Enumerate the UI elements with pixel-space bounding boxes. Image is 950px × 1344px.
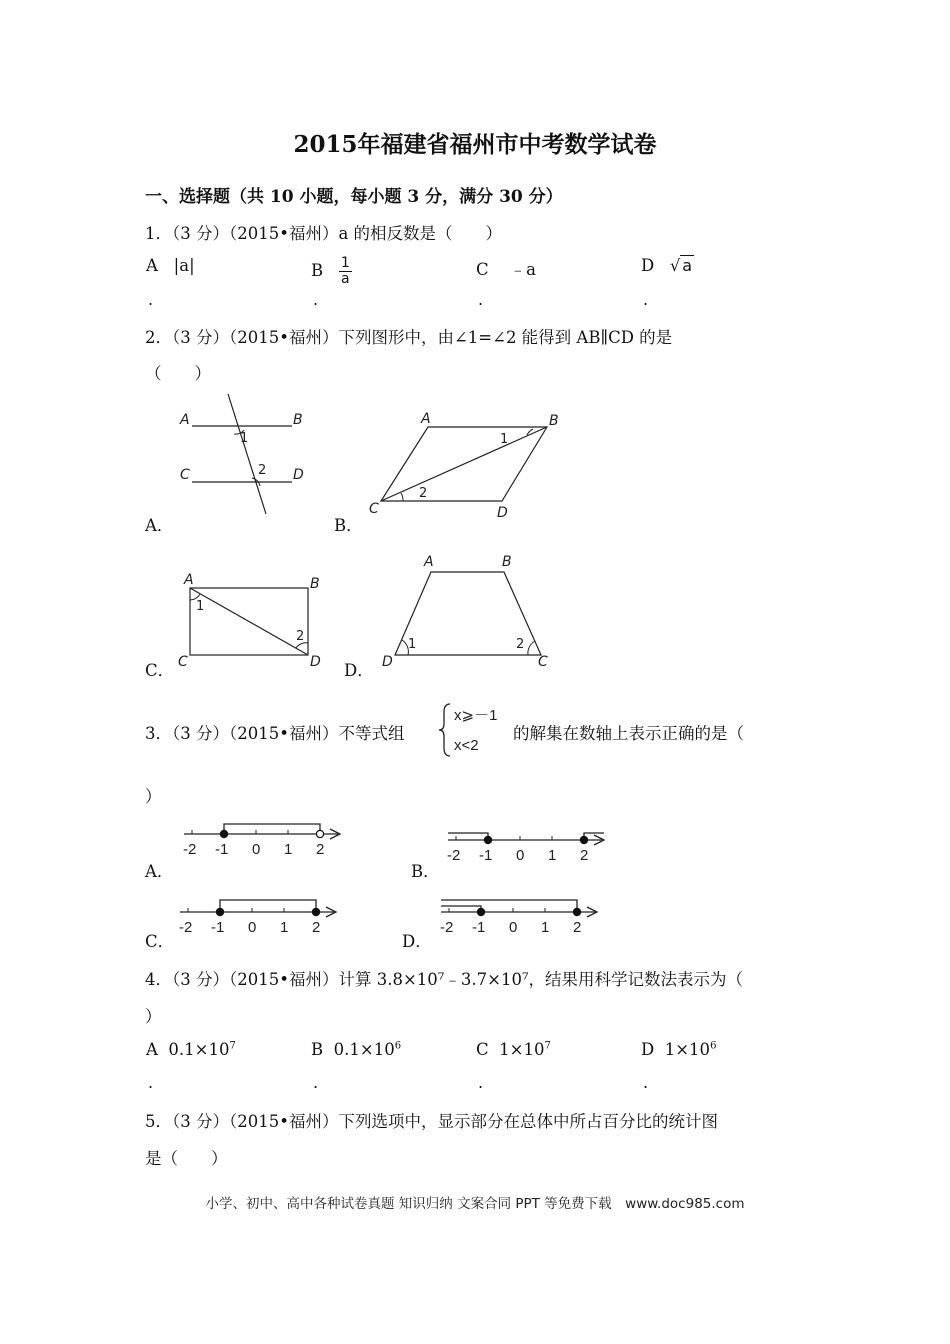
q2a-label-b: B bbox=[293, 412, 303, 428]
q4-b-value: 0.1×10 bbox=[333, 1040, 395, 1059]
q3-option-b: B． bbox=[411, 862, 440, 881]
q1-b-fraction bbox=[339, 256, 352, 287]
q4-option-b bbox=[311, 1040, 401, 1059]
tick-label: 0 bbox=[516, 847, 525, 864]
q1-b-numerator: 1 bbox=[340, 255, 350, 271]
q1-b-key: B bbox=[311, 261, 324, 280]
tick-label: 0 bbox=[509, 919, 518, 936]
q4-a-key: A bbox=[146, 1040, 158, 1059]
tick-label: -1 bbox=[472, 919, 486, 936]
q4-option-d bbox=[641, 1040, 716, 1059]
q1-d-sqrt: √ a bbox=[669, 256, 692, 275]
q1-option-d bbox=[641, 256, 694, 275]
q4-a-value: 0.1×10 bbox=[168, 1040, 230, 1059]
tick-label: -2 bbox=[183, 841, 197, 858]
q2a-label-d: D bbox=[293, 467, 304, 483]
q4-stem-cont: ） bbox=[145, 1007, 162, 1026]
q1-d-dot: . bbox=[643, 290, 649, 309]
q3-sys-line2: x<2 bbox=[454, 737, 479, 754]
q4-a-dot: . bbox=[148, 1073, 154, 1092]
closed-point bbox=[312, 908, 319, 915]
tick-label: 2 bbox=[573, 919, 582, 936]
q4-d-dot: . bbox=[643, 1073, 649, 1092]
tick-label: -2 bbox=[447, 847, 461, 864]
footer-note: 小学、初中、高中各种试卷真题 知识归纳 文案合同 PPT 等免费下载 www.doc985.com bbox=[205, 1196, 745, 1212]
tick-label: 1 bbox=[548, 847, 557, 864]
tick-label: 2 bbox=[580, 847, 589, 864]
q4-d-exponent: 6 bbox=[710, 1040, 717, 1052]
q2d-label-a: A bbox=[424, 554, 434, 570]
open-point bbox=[316, 830, 323, 837]
q1-d-key: D bbox=[641, 256, 655, 275]
q2d-label-d: D bbox=[382, 654, 393, 670]
tick-label: -1 bbox=[211, 919, 225, 936]
page-title: 2015年福建省福州市中考数学试卷 bbox=[293, 131, 657, 158]
q1-c-key: C bbox=[476, 260, 489, 279]
closed-point bbox=[580, 836, 587, 843]
q2-option-b: B． bbox=[334, 516, 363, 535]
q3-option-c: C． bbox=[145, 932, 175, 951]
q4-c-value: 1×10 bbox=[499, 1040, 545, 1059]
q1-option-b bbox=[311, 256, 352, 287]
tick-label: 1 bbox=[284, 841, 293, 858]
q2-figure-a bbox=[170, 390, 320, 520]
q2b-angle-2: 2 bbox=[419, 486, 428, 501]
q2c-label-c: C bbox=[178, 654, 188, 670]
q2c-label-b: B bbox=[310, 576, 320, 592]
q5-stem-cont: 是（ ） bbox=[145, 1149, 228, 1168]
q3-stem-cont: ） bbox=[145, 787, 162, 806]
tick-label: 1 bbox=[541, 919, 550, 936]
q3-option-a: A． bbox=[145, 862, 174, 881]
q1-c-dot: . bbox=[478, 290, 484, 309]
q2c-angle-1: 1 bbox=[196, 599, 205, 614]
q4-option-a bbox=[146, 1040, 236, 1059]
tick-label: 1 bbox=[280, 919, 289, 936]
q4-c-dot: . bbox=[478, 1073, 484, 1092]
solution-bracket bbox=[224, 824, 320, 834]
q2b-angle-1: 1 bbox=[500, 432, 509, 447]
tick-label: 2 bbox=[316, 841, 325, 858]
section-heading: 一、选择题（共 10 小题，每小题 3 分，满分 30 分） bbox=[145, 187, 563, 207]
q3-numberline-b bbox=[444, 826, 614, 868]
q3-numberline-d bbox=[437, 898, 607, 942]
closed-point bbox=[477, 908, 484, 915]
q3-sys-line1: x⩾－1 bbox=[454, 707, 498, 724]
q4-d-key: D bbox=[641, 1040, 655, 1059]
q2d-angle-1: 1 bbox=[408, 637, 417, 652]
tick-label: 0 bbox=[252, 841, 261, 858]
tick-label: -2 bbox=[179, 919, 193, 936]
closed-point bbox=[573, 908, 580, 915]
tick-label: 0 bbox=[248, 919, 257, 936]
q2a-label-a: A bbox=[180, 412, 190, 428]
q2-figure-b bbox=[365, 405, 570, 520]
q2-figure-c bbox=[172, 570, 332, 670]
q4-b-dot: . bbox=[313, 1073, 319, 1092]
solution-bracket bbox=[220, 900, 316, 912]
q1-b-denominator: a bbox=[341, 271, 350, 287]
q1-c-value: ﹣a bbox=[509, 260, 536, 279]
q4-c-key: C bbox=[476, 1040, 489, 1059]
q4-a-exponent: 7 bbox=[229, 1040, 236, 1052]
q2c-label-a: A bbox=[184, 572, 194, 588]
q4-stem: 4．（3 分）（2015•福州）计算 3.8×10⁷﹣3.7×10⁷，结果用科学记数法表示为（ bbox=[145, 970, 744, 989]
closed-point bbox=[220, 830, 227, 837]
closed-point bbox=[484, 836, 491, 843]
q1-d-radicand: a bbox=[682, 256, 692, 275]
tick-label: 2 bbox=[312, 919, 321, 936]
tick-label: -2 bbox=[440, 919, 454, 936]
q2-option-c: C． bbox=[145, 661, 175, 680]
q2d-angle-2: 2 bbox=[516, 637, 525, 652]
tick-label: -1 bbox=[215, 841, 229, 858]
q2-figure-d bbox=[378, 552, 558, 672]
q1-b-dot: . bbox=[313, 290, 319, 309]
q2-stem: 2．（3 分）（2015•福州）下列图形中，由∠1=∠2 能得到 AB∥CD 的是 bbox=[145, 328, 673, 347]
q2b-label-a: A bbox=[421, 411, 431, 427]
q3-option-d: D． bbox=[402, 932, 432, 951]
q1-stem: 1．（3 分）（2015•福州）a 的相反数是（ ） bbox=[145, 224, 503, 243]
q3-stem-post: 的解集在数轴上表示正确的是（ bbox=[513, 724, 744, 743]
q2c-angle-2: 2 bbox=[296, 629, 305, 644]
q2d-label-b: B bbox=[502, 554, 512, 570]
q2a-angle-1: 1 bbox=[240, 431, 249, 446]
q4-option-c bbox=[476, 1040, 551, 1059]
q4-b-key: B bbox=[311, 1040, 324, 1059]
q3-inequality-system bbox=[438, 700, 518, 760]
q4-b-exponent: 6 bbox=[394, 1040, 402, 1052]
q3-numberline-c bbox=[176, 898, 346, 942]
q4-c-exponent: 7 bbox=[544, 1040, 551, 1052]
q2c-label-d: D bbox=[310, 654, 321, 670]
q2b-label-b: B bbox=[549, 413, 559, 429]
solution-bracket bbox=[448, 833, 488, 840]
q5-stem: 5．（3 分）（2015•福州）下列选项中，显示部分在总体中所占百分比的统计图 bbox=[145, 1112, 718, 1131]
q2b-label-c: C bbox=[369, 501, 379, 517]
q2-option-a: A． bbox=[145, 516, 174, 535]
q2-option-d: D． bbox=[344, 661, 374, 680]
q1-a-key: A bbox=[146, 256, 158, 275]
q3-stem: 3．（3 分）（2015•福州）不等式组 bbox=[145, 724, 405, 743]
q2b-label-d: D bbox=[497, 505, 508, 520]
q2a-angle-2: 2 bbox=[258, 463, 267, 478]
q2a-label-c: C bbox=[180, 467, 190, 483]
q2-stem-cont: （ ） bbox=[145, 364, 211, 383]
tick-label: -1 bbox=[479, 847, 493, 864]
q2d-label-c: C bbox=[538, 654, 548, 670]
q1-option-a bbox=[146, 256, 195, 275]
solution-bracket bbox=[441, 906, 481, 912]
q4-d-value: 1×10 bbox=[664, 1040, 711, 1059]
closed-point bbox=[216, 908, 223, 915]
q3-numberline-a bbox=[180, 820, 350, 862]
q1-option-c bbox=[476, 256, 536, 280]
q1-a-value: |a| bbox=[173, 256, 195, 275]
q1-a-dot: . bbox=[148, 290, 154, 309]
